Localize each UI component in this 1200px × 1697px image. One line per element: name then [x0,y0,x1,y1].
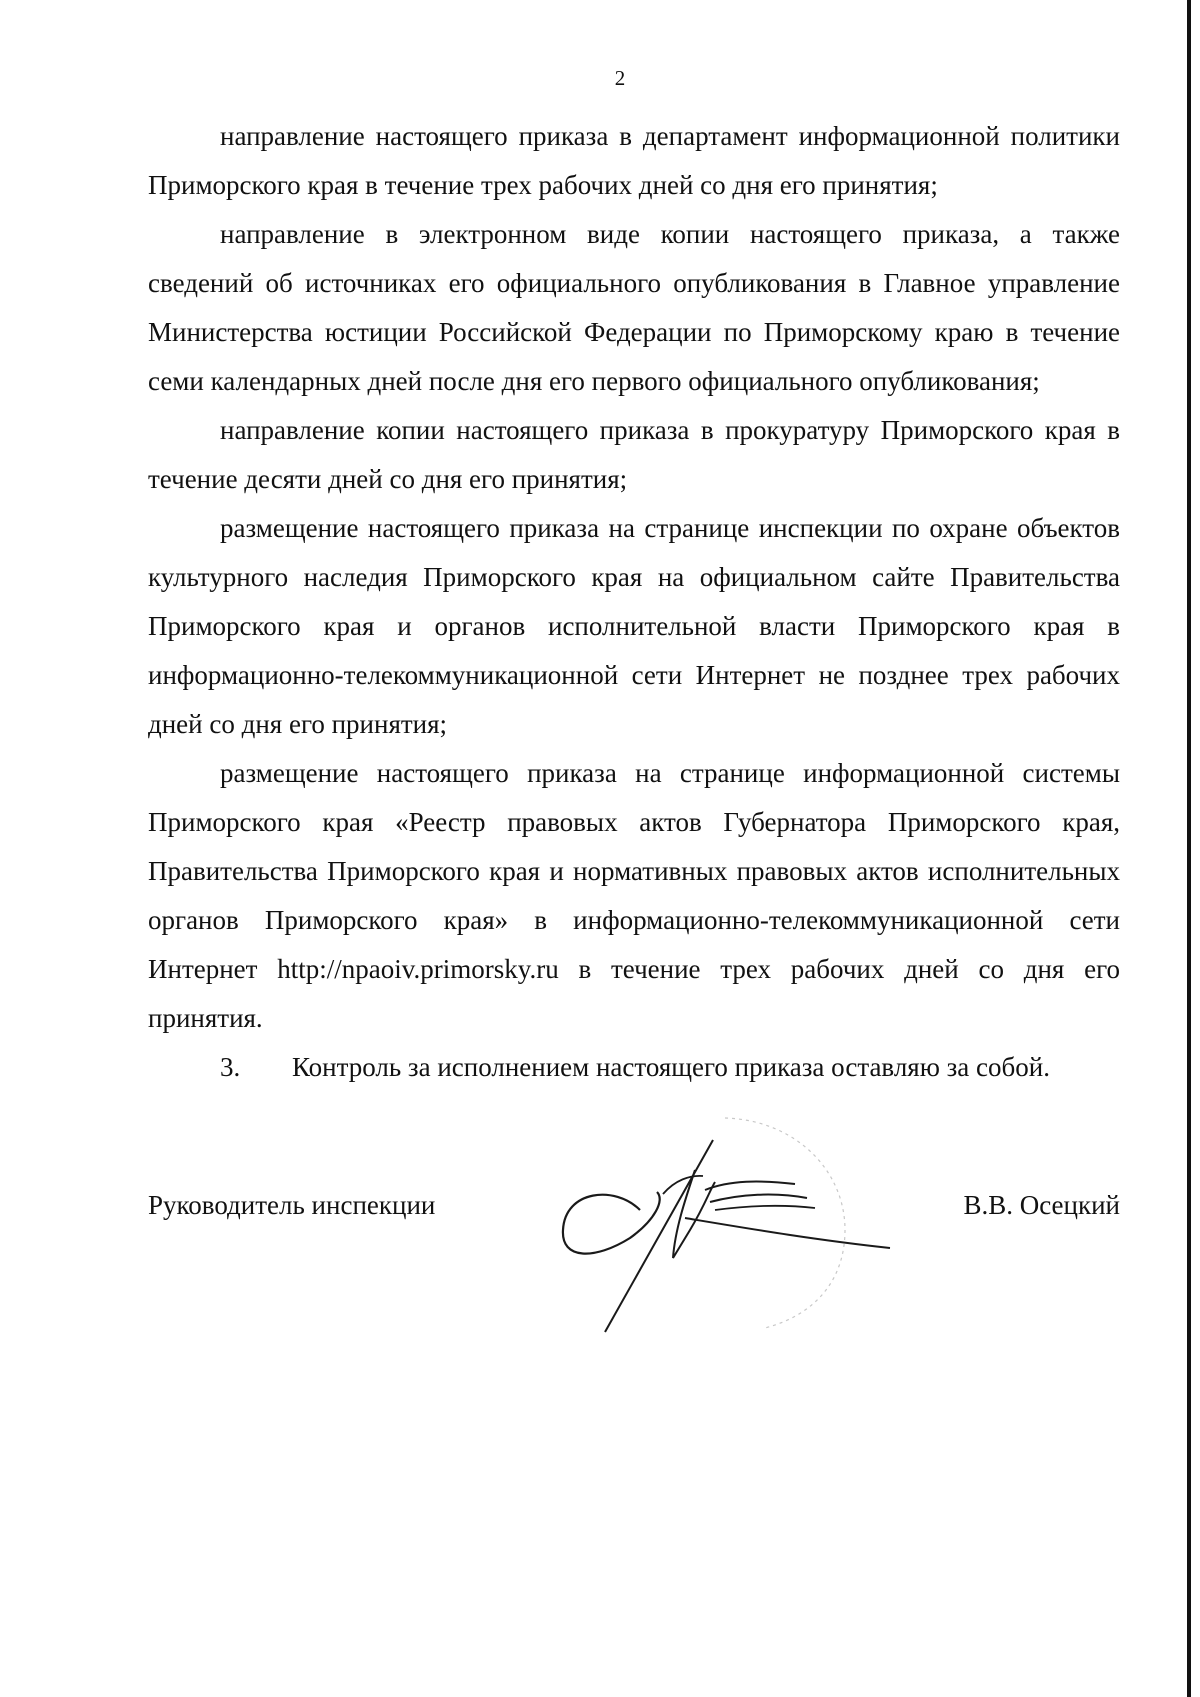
signer-name: В.В. Осецкий [963,1190,1120,1220]
numbered-item-3 [148,1043,1120,1092]
scan-edge-line [1187,0,1191,1697]
paragraph-inspection-page: размещение настоящего приказа на странице инспекции по охране объектов культурного наследия Приморского края на официальном сайте Правительства Приморского края и органов исполнительной власти Приморского края в информационно-телекоммуникационной сети Интернет не позднее трех рабочих дней со дня его принятия; [148,513,1120,739]
paragraph-registry-system: размещение настоящего приказа на странице информационной системы Приморского края «Реестр правовых актов Губернатора Приморского края, Правительства Приморского края и нормативных правовых актов исполнительных органов Приморского края» в информационно-телекоммуникационной сети Интернет http://npaoiv.primorsky.ru в течение трех рабочих дней со дня его принятия. [148,758,1120,1033]
document-body [148,112,1120,1092]
paragraph-ministry-of-justice: направление в электронном виде копии настоящего приказа, а также сведений об источниках его официального опубликования в Главное управление Министерства юстиции Российской Федерации по Приморскому краю в течение семи календарных дней после дня его первого официального опубликования; [148,219,1120,396]
handwritten-signature [545,1110,925,1340]
paragraph-information-policy: направление настоящего приказа в департамент информационной политики Приморского края в течение трех рабочих дней со дня его принятия; [148,121,1120,200]
page-number: 2 [614,66,626,90]
signer-title: Руководитель инспекции [148,1190,436,1220]
paragraph-prosecutor: направление копии настоящего приказа в прокуратуру Приморского края в течение десяти дней со дня его принятия; [148,415,1120,494]
item-text: Контроль за исполнением настоящего приказа оставляю за собой. [292,1052,1050,1082]
item-number: 3. [220,1052,241,1082]
